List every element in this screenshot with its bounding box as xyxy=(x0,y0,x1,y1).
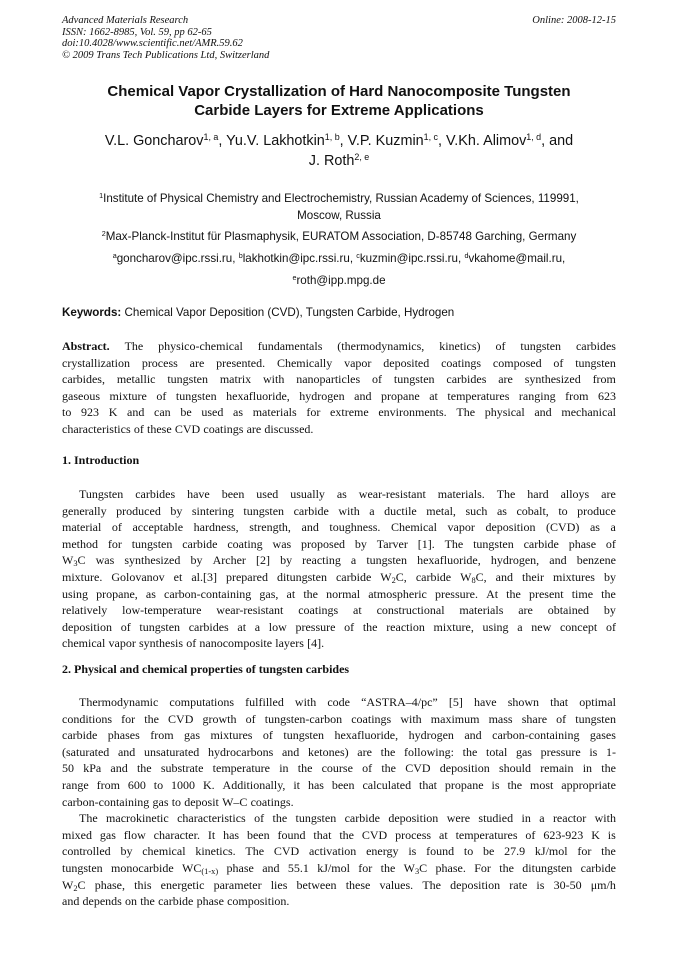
author-sup: 1, a xyxy=(203,132,219,143)
keywords-label: Keywords: xyxy=(62,306,122,319)
email-sup: d xyxy=(464,251,469,261)
introduction-body xyxy=(62,486,616,652)
email-address: roth@ipp.mpg.de xyxy=(296,273,386,287)
email-list xyxy=(62,251,616,289)
affiliation-sup: 2 xyxy=(101,229,106,239)
author-joiner: , and xyxy=(541,133,574,149)
paragraph-line: Abstract. The physico-chemical fundamentals (thermodynamics, kinetics) of tungsten carbides xyxy=(62,339,616,353)
affiliation-text: Institute of Physical Chemistry and Electrochemistry, Russian Academy of Sciences, 119991, xyxy=(103,192,579,205)
author-list xyxy=(62,131,616,171)
affiliation-1 xyxy=(62,191,616,224)
paragraph-line: carbides, metallic tungsten matrix with nanoparticles of tungsten carbides are synthesized from xyxy=(62,372,616,387)
paragraph-line: mixture. Golovanov et al.[3] prepared ditungsten carbide $W_2C$, carbide $W_8C$, and their mixtures by xyxy=(62,569,616,586)
affiliation-text: Max-Planck-Institut für Plasmaphysik, EURATOM Association, D-85748 Garching, Germany xyxy=(105,230,577,243)
paragraph-line: range from 600 to 1000 K. Additionally, it has been calculated that propane is the most appropriate xyxy=(62,777,616,792)
paragraph-line: generally produced by sintering tungsten carbide with a ductile metal, such as cobalt, to produce xyxy=(62,503,616,518)
paragraph-line: carbon-containing gas to deposit W–C coatings. xyxy=(62,794,294,809)
email-sup: a xyxy=(112,251,117,261)
author-sup: 1, b xyxy=(324,132,340,143)
paragraph-line: deposition of tungsten carbides at a low pressure of the reaction mixture, using a new concept of xyxy=(62,619,616,634)
section-heading: 1. Introduction xyxy=(62,453,140,467)
paragraph-line: $W_2C$ phase, this energetic parameter lies between these values. The deposition rate is 30-50 μm/h xyxy=(62,877,616,893)
properties-body xyxy=(62,694,616,910)
paragraph-line: using propane, as carbon-containing gas, at the normal atmospheric pressure. At the present time the xyxy=(62,586,616,601)
email-sup: c xyxy=(356,251,360,261)
title-line: Chemical Vapor Crystallization of Hard Nanocomposite Tungsten xyxy=(107,83,571,100)
paragraph-line: carbide phases from gas mixtures of tungsten hexafluoride, hydrogen and carbon-containing gases xyxy=(62,728,616,743)
author-line: V.L. Goncharov$^{1, a}$, Yu.V. Lakhotkin$^{1, b}$, V.P. Kuzmin$^{1, c}$, V.Kh. Alimov$^{1, d}$, and xyxy=(104,132,574,149)
online-date: Online: 2008-12-15 xyxy=(532,15,616,26)
affiliation-text: Moscow, Russia xyxy=(297,208,381,222)
paragraph-line: (saturated and unsaturated hydrocarbons and ketones) are the following: the total gas pressure is 1- xyxy=(62,744,616,759)
author-name: V.P. Kuzmin xyxy=(347,133,424,149)
author-name: V.Kh. Alimov xyxy=(446,133,527,149)
email-sup: e xyxy=(292,272,297,282)
paragraph-line: conditions for the CVD growth of tungsten-carbon coatings with maximum mass share of tungsten xyxy=(62,711,616,726)
author-name: J. Roth xyxy=(308,153,355,169)
section-heading: 2. Physical and chemical properties of tungsten carbides xyxy=(62,662,350,676)
abstract xyxy=(62,338,616,438)
author-name: Yu.V. Lakhotkin xyxy=(226,133,325,149)
paragraph-line: relatively low-temperature wear-resistant coatings at constructional materials are obtained by xyxy=(62,603,616,618)
email-address: vkahome@mail.ru, xyxy=(468,252,566,265)
paragraph-line: to 923 K and can be used as materials for extreme environments. The physical and mechanical xyxy=(62,405,616,420)
paragraph-line: Thermodynamic computations fulfilled with code “ASTRA–4/pc” [5] have shown that optimal xyxy=(79,695,616,709)
email-address: lakhotkin@ipc.rssi.ru, xyxy=(242,252,354,265)
paragraph-line: method for tungsten carbide coating was proposed by Tarver [1]. The tungsten carbide phase of xyxy=(62,536,616,551)
paragraph-line: tungsten monocarbide $WC_{(1-x)}$ phase and 55.1 kJ/mol for the $W_3C$ phase. For the ditungsten carbide xyxy=(62,860,616,877)
author-sup: 1, d xyxy=(526,132,542,143)
email-address: kuzmin@ipc.rssi.ru, xyxy=(359,252,462,265)
paragraph-line: gaseous mixture of tungsten hexafluoride, hydrogen and propane at temperatures ranging from 623 xyxy=(62,388,616,403)
journal-copyright: © 2009 Trans Tech Publications Ltd, Switzerland xyxy=(62,49,270,61)
author-name: V.L. Goncharov xyxy=(104,133,204,149)
journal-name: Advanced Materials Research xyxy=(62,15,189,26)
paragraph-line: and depends on the carbide phase composition. xyxy=(62,894,290,909)
journal-header xyxy=(62,15,269,61)
email-address: goncharov@ipc.rssi.ru, xyxy=(116,252,236,265)
affiliation-2 xyxy=(62,229,616,246)
paragraph-line: The macrokinetic characteristics of the tungsten carbide deposition were studied in a reactor with xyxy=(79,811,616,826)
keywords-text: Chemical Vapor Deposition (CVD), Tungsten Carbide, Hydrogen xyxy=(124,306,455,319)
paragraph-line: Tungsten carbides have been used usually as wear-resistant materials. The hard alloys are xyxy=(79,487,616,501)
paragraph-line: crystallization process are presented. Chemically vapor deposited coatings composed of tungsten xyxy=(62,355,616,370)
paragraph-line: mixed gas flow character. It has been found that the CVD process at temperatures of 623-923 K is xyxy=(62,827,616,842)
paragraph-line: characteristics of these CVD coatings are discussed. xyxy=(62,421,314,436)
paragraph-line: 50 kPa and the substrate temperature in the course of the CVD deposition should remain in the xyxy=(62,761,616,776)
author-sup: 1, c xyxy=(423,132,439,143)
paragraph-line: chemical vapor synthesis of nanocomposite layers [4]. xyxy=(62,636,325,651)
author-line xyxy=(62,151,616,171)
journal-doi: doi:10.4028/www.scientific.net/AMR.59.62 xyxy=(62,38,243,50)
journal-issn: ISSN: 1662-8985, Vol. 59, pp 62-65 xyxy=(62,26,212,38)
title-line: Carbide Layers for Extreme Applications xyxy=(194,102,484,119)
paragraph-line: controlled by chemical kinetics. The CVD activation energy is found to be 27.9 kJ/mol for the xyxy=(62,844,616,859)
author-sup: 2, e xyxy=(354,152,370,163)
affiliation-sup: 1 xyxy=(99,191,104,201)
email-sup: b xyxy=(238,251,243,261)
keywords xyxy=(62,306,454,319)
paragraph-line: material of acceptable hardness, strength, and toughness. Chemical vapor deposition (CVD) as a xyxy=(62,520,616,535)
paper-title xyxy=(62,82,616,120)
paragraph-line: $W_3C$ was synthesized by Archer [2] by reacting a tungsten hexafluoride, hydrogen, and benzene xyxy=(62,553,616,569)
